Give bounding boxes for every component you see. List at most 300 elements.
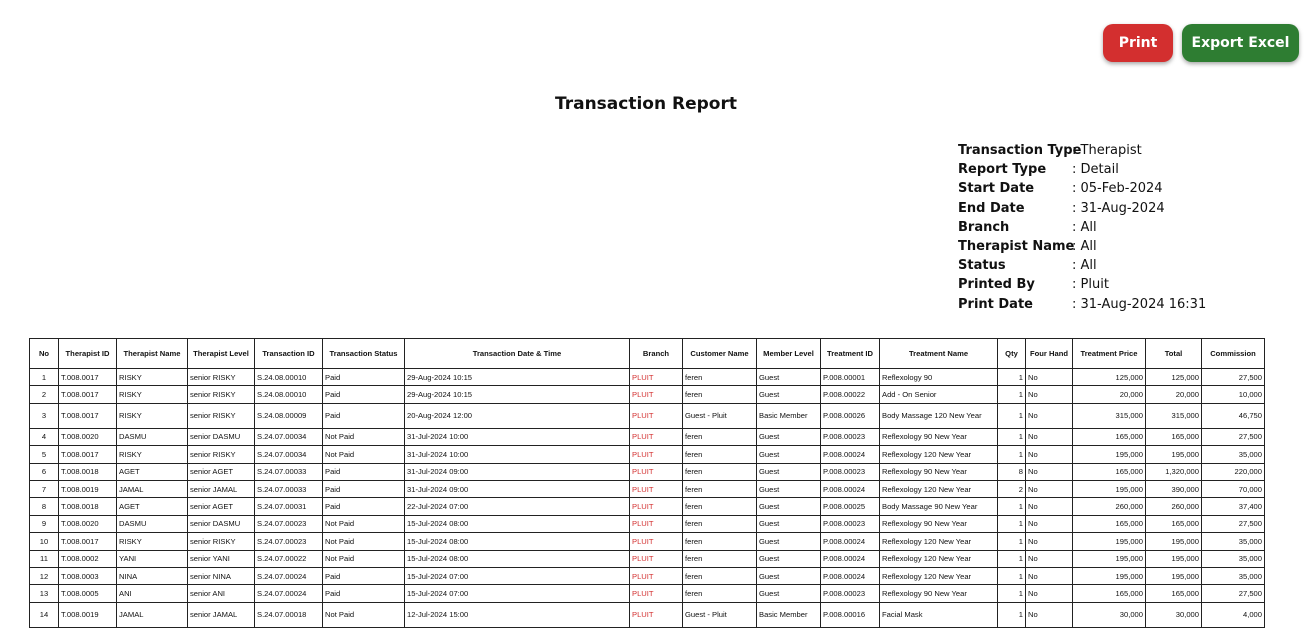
table-cell: Reflexology 120 New Year (880, 550, 998, 567)
table-cell: senior RISKY (188, 446, 255, 463)
table-cell: PLUIT (630, 567, 683, 584)
info-row (958, 256, 1206, 275)
column-header: Qty (998, 339, 1026, 369)
info-row (958, 199, 1206, 218)
table-cell: T.008.0018 (59, 498, 117, 515)
table-cell: senior NINA (188, 567, 255, 584)
table-cell: PLUIT (630, 463, 683, 480)
table-cell: 27,500 (1202, 428, 1265, 445)
table-cell: 15-Jul-2024 08:00 (405, 550, 630, 567)
table-cell: Reflexology 90 New Year (880, 463, 998, 480)
table-cell: Paid (323, 585, 405, 602)
table-cell: 195,000 (1146, 567, 1202, 584)
table-cell: No (1026, 480, 1073, 497)
table-cell: 30,000 (1146, 602, 1202, 627)
info-row (958, 295, 1206, 314)
table-cell: Not Paid (323, 428, 405, 445)
table-cell: P.008.00024 (821, 446, 880, 463)
table-cell: No (1026, 446, 1073, 463)
table-cell: 1,320,000 (1146, 463, 1202, 480)
table-cell: S.24.07.00034 (255, 446, 323, 463)
table-cell: senior JAMAL (188, 480, 255, 497)
table-cell: Reflexology 90 (880, 369, 998, 386)
table-cell: 15-Jul-2024 07:00 (405, 585, 630, 602)
table-cell: P.008.00023 (821, 428, 880, 445)
table-header-row (30, 339, 1265, 369)
info-row (958, 275, 1206, 294)
table-row (30, 403, 1265, 428)
column-header: Member Level (757, 339, 821, 369)
table-cell: 9 (30, 515, 59, 532)
table-cell: 165,000 (1146, 585, 1202, 602)
table-cell: senior RISKY (188, 403, 255, 428)
table-cell: P.008.00026 (821, 403, 880, 428)
table-row (30, 515, 1265, 532)
table-cell: Add - On Senior (880, 386, 998, 403)
table-cell: 5 (30, 446, 59, 463)
table-cell: P.008.00001 (821, 369, 880, 386)
table-cell: No (1026, 403, 1073, 428)
table-cell: 15-Jul-2024 08:00 (405, 533, 630, 550)
report-title: Transaction Report (555, 94, 737, 114)
table-cell: PLUIT (630, 533, 683, 550)
table-cell: S.24.07.00033 (255, 480, 323, 497)
table-cell: 27,500 (1202, 369, 1265, 386)
column-header: Customer Name (683, 339, 757, 369)
table-cell: S.24.07.00023 (255, 515, 323, 532)
table-cell: RISKY (117, 446, 188, 463)
table-cell: T.008.0020 (59, 428, 117, 445)
column-header: Treatment Name (880, 339, 998, 369)
column-header: Therapist ID (59, 339, 117, 369)
table-cell: 31-Jul-2024 09:00 (405, 463, 630, 480)
table-cell: 260,000 (1073, 498, 1146, 515)
table-cell: 195,000 (1146, 550, 1202, 567)
table-cell: Guest (757, 515, 821, 532)
table-cell: 29-Aug-2024 10:15 (405, 386, 630, 403)
table-cell: PLUIT (630, 403, 683, 428)
table-cell: No (1026, 369, 1073, 386)
table-cell: Reflexology 120 New Year (880, 446, 998, 463)
table-cell: 10,000 (1202, 386, 1265, 403)
table-cell: Guest (757, 446, 821, 463)
column-header: Total (1146, 339, 1202, 369)
table-cell: S.24.07.00024 (255, 567, 323, 584)
table-cell: PLUIT (630, 515, 683, 532)
table-cell: 165,000 (1073, 515, 1146, 532)
table-cell: 13 (30, 585, 59, 602)
table-cell: 70,000 (1202, 480, 1265, 497)
table-cell: 31-Jul-2024 10:00 (405, 428, 630, 445)
table-row (30, 369, 1265, 386)
table-cell: 2 (998, 480, 1026, 497)
table-cell: 3 (30, 403, 59, 428)
column-header: Four Hand (1026, 339, 1073, 369)
table-cell: S.24.07.00023 (255, 533, 323, 550)
table-cell: S.24.07.00033 (255, 463, 323, 480)
table-cell: Guest (757, 567, 821, 584)
table-cell: PLUIT (630, 585, 683, 602)
table-cell: JAMAL (117, 480, 188, 497)
table-cell: 1 (998, 403, 1026, 428)
table-cell: 165,000 (1146, 428, 1202, 445)
table-cell: 4,000 (1202, 602, 1265, 627)
table-cell: Reflexology 90 New Year (880, 585, 998, 602)
table-cell: Basic Member (757, 602, 821, 627)
table-cell: senior ANI (188, 585, 255, 602)
table-cell: PLUIT (630, 428, 683, 445)
table-cell: Paid (323, 567, 405, 584)
table-cell: 1 (30, 369, 59, 386)
table-cell: P.008.00024 (821, 567, 880, 584)
table-cell: No (1026, 533, 1073, 550)
table-cell: P.008.00016 (821, 602, 880, 627)
table-cell: Reflexology 90 New Year (880, 515, 998, 532)
info-value: : Pluit (1072, 277, 1109, 293)
print-button[interactable]: Print (1103, 24, 1173, 62)
table-cell: S.24.07.00018 (255, 602, 323, 627)
table-cell: ANI (117, 585, 188, 602)
info-value: : 31-Aug-2024 16:31 (1072, 296, 1207, 312)
table-cell: Not Paid (323, 515, 405, 532)
table-cell: T.008.0017 (59, 386, 117, 403)
table-cell: T.008.0002 (59, 550, 117, 567)
table-row (30, 446, 1265, 463)
table-cell: 31-Jul-2024 10:00 (405, 446, 630, 463)
table-row (30, 533, 1265, 550)
table-cell: Body Massage 120 New Year (880, 403, 998, 428)
table-cell: 260,000 (1146, 498, 1202, 515)
table-cell: P.008.00024 (821, 480, 880, 497)
table-cell: No (1026, 567, 1073, 584)
table-cell: 1 (998, 585, 1026, 602)
table-cell: No (1026, 428, 1073, 445)
column-header: Transaction ID (255, 339, 323, 369)
table-cell: 35,000 (1202, 533, 1265, 550)
table-cell: 1 (998, 498, 1026, 515)
table-cell: senior YANI (188, 550, 255, 567)
table-cell: 11 (30, 550, 59, 567)
table-cell: 195,000 (1073, 533, 1146, 550)
table-cell: 35,000 (1202, 550, 1265, 567)
table-cell: P.008.00023 (821, 515, 880, 532)
table-cell: RISKY (117, 533, 188, 550)
info-value: : 05-Feb-2024 (1072, 181, 1163, 197)
table-cell: 7 (30, 480, 59, 497)
table-cell: 390,000 (1146, 480, 1202, 497)
table-cell: Reflexology 120 New Year (880, 567, 998, 584)
table-cell: 14 (30, 602, 59, 627)
table-cell: Guest (757, 386, 821, 403)
table-cell: Not Paid (323, 602, 405, 627)
table-cell: 315,000 (1146, 403, 1202, 428)
table-cell: 4 (30, 428, 59, 445)
column-header: Branch (630, 339, 683, 369)
table-cell: Guest - Pluit (683, 403, 757, 428)
table-cell: 220,000 (1202, 463, 1265, 480)
table-cell: 29-Aug-2024 10:15 (405, 369, 630, 386)
table-cell: feren (683, 386, 757, 403)
table-cell: No (1026, 515, 1073, 532)
table-cell: Guest (757, 498, 821, 515)
table-cell: 37,400 (1202, 498, 1265, 515)
table-cell: AGET (117, 498, 188, 515)
table-cell: No (1026, 585, 1073, 602)
table-row (30, 498, 1265, 515)
table-cell: Guest (757, 369, 821, 386)
table-cell: senior DASMU (188, 515, 255, 532)
table-cell: Paid (323, 369, 405, 386)
table-cell: 12 (30, 567, 59, 584)
table-cell: 195,000 (1146, 446, 1202, 463)
table-cell: PLUIT (630, 446, 683, 463)
table-cell: PLUIT (630, 369, 683, 386)
table-cell: DASMU (117, 515, 188, 532)
table-cell: T.008.0017 (59, 403, 117, 428)
table-cell: T.008.0003 (59, 567, 117, 584)
table-cell: Guest (757, 428, 821, 445)
table-cell: P.008.00024 (821, 533, 880, 550)
info-value: : All (1072, 219, 1097, 235)
table-cell: YANI (117, 550, 188, 567)
table-cell: feren (683, 550, 757, 567)
transaction-table (29, 338, 1265, 628)
table-cell: No (1026, 602, 1073, 627)
table-cell: JAMAL (117, 602, 188, 627)
table-cell: 195,000 (1073, 446, 1146, 463)
table-cell: No (1026, 463, 1073, 480)
info-label: Report Type (958, 162, 1047, 178)
table-cell: senior JAMAL (188, 602, 255, 627)
column-header: Treatment Price (1073, 339, 1146, 369)
table-cell: Not Paid (323, 446, 405, 463)
table-cell: 20,000 (1073, 386, 1146, 403)
table-row (30, 428, 1265, 445)
info-label: End Date (958, 200, 1025, 216)
table-cell: PLUIT (630, 480, 683, 497)
table-cell: S.24.08.00009 (255, 403, 323, 428)
table-cell: senior AGET (188, 498, 255, 515)
table-cell: 15-Jul-2024 08:00 (405, 515, 630, 532)
table-cell: 165,000 (1073, 585, 1146, 602)
table-cell: Guest (757, 585, 821, 602)
table-cell: AGET (117, 463, 188, 480)
table-cell: Not Paid (323, 550, 405, 567)
table-cell: feren (683, 567, 757, 584)
table-cell: 6 (30, 463, 59, 480)
column-header: Transaction Status (323, 339, 405, 369)
info-row (958, 237, 1206, 256)
table-cell: feren (683, 533, 757, 550)
table-row (30, 463, 1265, 480)
table-cell: 20,000 (1146, 386, 1202, 403)
table-cell: feren (683, 369, 757, 386)
column-header: Commission (1202, 339, 1265, 369)
table-cell: T.008.0020 (59, 515, 117, 532)
table-cell: PLUIT (630, 550, 683, 567)
table-cell: 8 (30, 498, 59, 515)
table-cell: Guest (757, 550, 821, 567)
table-cell: 125,000 (1073, 369, 1146, 386)
table-cell: PLUIT (630, 386, 683, 403)
table-cell: No (1026, 498, 1073, 515)
table-row (30, 386, 1265, 403)
column-header: Therapist Level (188, 339, 255, 369)
column-header: No (30, 339, 59, 369)
info-row (958, 160, 1206, 179)
table-cell: T.008.0019 (59, 480, 117, 497)
table-cell: feren (683, 428, 757, 445)
table-cell: NINA (117, 567, 188, 584)
info-label: Start Date (958, 181, 1035, 197)
report-info (958, 141, 1206, 314)
table-cell: RISKY (117, 386, 188, 403)
column-header: Treatment ID (821, 339, 880, 369)
table-cell: feren (683, 498, 757, 515)
table-cell: 1 (998, 515, 1026, 532)
table-cell: Guest (757, 463, 821, 480)
table-cell: 1 (998, 369, 1026, 386)
table-cell: 165,000 (1073, 463, 1146, 480)
table-cell: P.008.00022 (821, 386, 880, 403)
table-cell: Guest - Pluit (683, 602, 757, 627)
table-cell: 22-Jul-2024 07:00 (405, 498, 630, 515)
table-cell: 1 (998, 550, 1026, 567)
table-cell: No (1026, 550, 1073, 567)
table-cell: Paid (323, 498, 405, 515)
table-row (30, 480, 1265, 497)
table-cell: Paid (323, 463, 405, 480)
table-cell: feren (683, 585, 757, 602)
table-cell: feren (683, 480, 757, 497)
table-cell: 195,000 (1073, 567, 1146, 584)
export-excel-button[interactable]: Export Excel (1182, 24, 1299, 62)
table-cell: 15-Jul-2024 07:00 (405, 567, 630, 584)
info-label: Transaction Type (958, 143, 1082, 158)
table-cell: 27,500 (1202, 585, 1265, 602)
table-cell: Reflexology 120 New Year (880, 480, 998, 497)
table-cell: 1 (998, 567, 1026, 584)
column-header: Therapist Name (117, 339, 188, 369)
table-cell: 165,000 (1146, 515, 1202, 532)
table-row (30, 602, 1265, 627)
info-value: : Therapist (1072, 143, 1142, 158)
table-row (30, 550, 1265, 567)
table-cell: P.008.00025 (821, 498, 880, 515)
table-cell: Reflexology 120 New Year (880, 533, 998, 550)
table-cell: RISKY (117, 369, 188, 386)
info-row (958, 179, 1206, 198)
table-cell: senior AGET (188, 463, 255, 480)
info-row (958, 218, 1206, 237)
table-cell: RISKY (117, 403, 188, 428)
table-cell: Facial Mask (880, 602, 998, 627)
table-cell: feren (683, 515, 757, 532)
table-cell: S.24.07.00031 (255, 498, 323, 515)
table-cell: S.24.07.00022 (255, 550, 323, 567)
table-cell: feren (683, 446, 757, 463)
table-cell: 165,000 (1073, 428, 1146, 445)
table-cell: 35,000 (1202, 567, 1265, 584)
table-cell: 195,000 (1146, 533, 1202, 550)
table-cell: 30,000 (1073, 602, 1146, 627)
table-cell: senior RISKY (188, 386, 255, 403)
table-cell: S.24.07.00034 (255, 428, 323, 445)
info-value: : All (1072, 258, 1097, 274)
table-cell: 2 (30, 386, 59, 403)
table-cell: 12-Jul-2024 15:00 (405, 602, 630, 627)
table-cell: PLUIT (630, 602, 683, 627)
table-cell: feren (683, 463, 757, 480)
table-cell: T.008.0017 (59, 533, 117, 550)
table-cell: T.008.0017 (59, 446, 117, 463)
table-cell: P.008.00024 (821, 550, 880, 567)
table-cell: T.008.0019 (59, 602, 117, 627)
table-cell: T.008.0005 (59, 585, 117, 602)
table-cell: Guest (757, 533, 821, 550)
table-cell: No (1026, 386, 1073, 403)
table-cell: S.24.08.00010 (255, 386, 323, 403)
info-label: Therapist Name (958, 238, 1075, 254)
column-header: Transaction Date & Time (405, 339, 630, 369)
table-cell: senior RISKY (188, 369, 255, 386)
info-value: : Detail (1072, 162, 1119, 178)
table-row (30, 585, 1265, 602)
table-cell: 27,500 (1202, 515, 1265, 532)
table-cell: 46,750 (1202, 403, 1265, 428)
table-cell: Paid (323, 480, 405, 497)
table-cell: 10 (30, 533, 59, 550)
table-cell: P.008.00023 (821, 585, 880, 602)
table-cell: Reflexology 90 New Year (880, 428, 998, 445)
info-value: : 31-Aug-2024 (1072, 200, 1165, 216)
table-cell: Not Paid (323, 533, 405, 550)
info-label: Branch (958, 219, 1010, 235)
info-row (958, 141, 1206, 160)
info-value: : All (1072, 238, 1097, 254)
table-row (30, 567, 1265, 584)
table-cell: senior DASMU (188, 428, 255, 445)
table-cell: Paid (323, 403, 405, 428)
table-cell: P.008.00023 (821, 463, 880, 480)
table-cell: 1 (998, 533, 1026, 550)
info-label: Status (958, 258, 1006, 274)
table-cell: 125,000 (1146, 369, 1202, 386)
table-cell: 8 (998, 463, 1026, 480)
table-cell: T.008.0017 (59, 369, 117, 386)
table-cell: Basic Member (757, 403, 821, 428)
table-cell: 31-Jul-2024 09:00 (405, 480, 630, 497)
table-cell: Guest (757, 480, 821, 497)
table-cell: 315,000 (1073, 403, 1146, 428)
table-cell: S.24.07.00024 (255, 585, 323, 602)
table-cell: Body Massage 90 New Year (880, 498, 998, 515)
table-cell: 1 (998, 602, 1026, 627)
info-label: Print Date (958, 296, 1033, 312)
table-cell: T.008.0018 (59, 463, 117, 480)
table-cell: senior RISKY (188, 533, 255, 550)
info-label: Printed By (958, 277, 1035, 293)
table-cell: Paid (323, 386, 405, 403)
table-cell: 1 (998, 446, 1026, 463)
table-cell: DASMU (117, 428, 188, 445)
table-cell: 1 (998, 386, 1026, 403)
table-cell: PLUIT (630, 498, 683, 515)
table-cell: 1 (998, 428, 1026, 445)
table-cell: 35,000 (1202, 446, 1265, 463)
table-cell: 195,000 (1073, 480, 1146, 497)
table-cell: 195,000 (1073, 550, 1146, 567)
